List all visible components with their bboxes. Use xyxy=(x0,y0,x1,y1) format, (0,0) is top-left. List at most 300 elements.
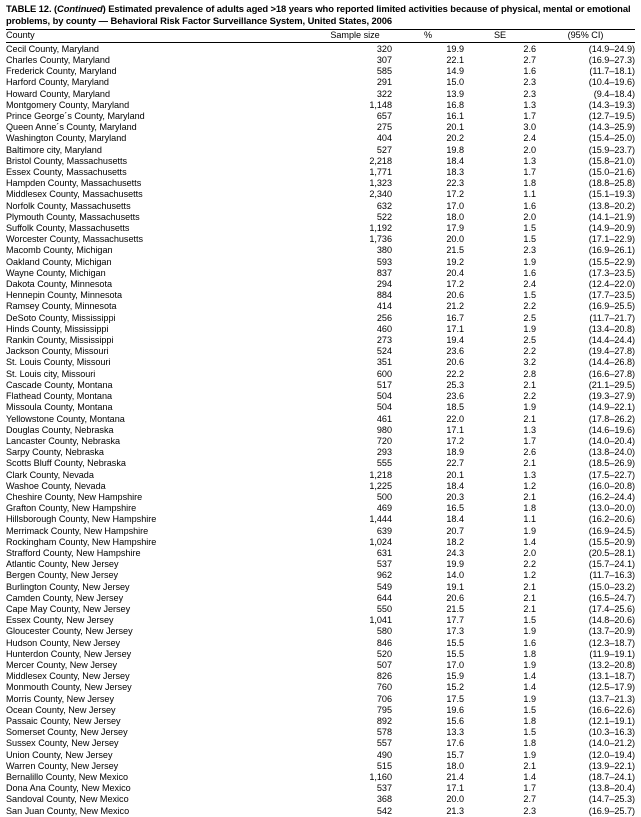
cell-percent: 21.5 xyxy=(446,245,464,256)
cell-county: Macomb County, Michigan xyxy=(6,245,113,256)
cell-sample-size: 1,225 xyxy=(369,480,392,491)
table-row xyxy=(6,335,635,346)
cell-confidence-interval: (14.4–26.8) xyxy=(588,357,635,368)
cell-se: 2.4 xyxy=(523,279,536,290)
cell-percent: 18.0 xyxy=(446,211,464,222)
table-row xyxy=(6,738,635,749)
cell-sample-size: 720 xyxy=(376,435,392,446)
cell-percent: 20.6 xyxy=(446,592,464,603)
table-row xyxy=(6,290,635,301)
table-row xyxy=(6,324,635,335)
cell-county: Essex County, New Jersey xyxy=(6,615,114,626)
cell-sample-size: 1,192 xyxy=(369,223,392,234)
cell-sample-size: 884 xyxy=(376,290,392,301)
cell-confidence-interval: (13.9–22.1) xyxy=(588,760,635,771)
cell-percent: 20.2 xyxy=(446,133,464,144)
cell-sample-size: 555 xyxy=(376,458,392,469)
table-row xyxy=(6,582,635,593)
cell-county: Montgomery County, Maryland xyxy=(6,99,130,110)
cell-county: Monmouth County, New Jersey xyxy=(6,682,132,693)
cell-sample-size: 542 xyxy=(376,805,392,816)
cell-confidence-interval: (13.7–20.9) xyxy=(588,626,635,637)
cell-se: 1.8 xyxy=(523,738,536,749)
cell-percent: 20.0 xyxy=(446,794,464,805)
cell-percent: 23.6 xyxy=(446,346,464,357)
cell-percent: 17.0 xyxy=(446,200,464,211)
cell-percent: 17.2 xyxy=(446,279,464,290)
cell-percent: 22.1 xyxy=(446,55,464,65)
cell-percent: 15.5 xyxy=(446,648,464,659)
cell-se: 1.8 xyxy=(523,715,536,726)
cell-se: 1.3 xyxy=(523,155,536,166)
table-row xyxy=(6,167,635,178)
table-row xyxy=(6,223,635,234)
cell-confidence-interval: (14.8–20.6) xyxy=(588,615,635,626)
table-row xyxy=(6,391,635,402)
cell-county: Camden County, New Jersey xyxy=(6,592,124,603)
cell-confidence-interval: (18.5–26.9) xyxy=(588,458,635,469)
table-row xyxy=(6,156,635,167)
cell-confidence-interval: (13.8–20.2) xyxy=(588,200,635,211)
cell-percent: 20.3 xyxy=(446,491,464,502)
cell-sample-size: 580 xyxy=(376,626,392,637)
cell-county: Baltimore city, Maryland xyxy=(6,144,102,155)
cell-county: Jackson County, Missouri xyxy=(6,346,109,357)
table-row xyxy=(6,638,635,649)
cell-confidence-interval: (15.7–24.1) xyxy=(588,559,635,570)
cell-confidence-interval: (15.9–23.7) xyxy=(588,144,635,155)
cell-sample-size: 461 xyxy=(376,413,392,424)
cell-percent: 21.2 xyxy=(446,301,464,312)
cell-county: Strafford County, New Hampshire xyxy=(6,547,141,558)
cell-sample-size: 557 xyxy=(376,738,392,749)
cell-percent: 18.9 xyxy=(446,447,464,458)
cell-confidence-interval: (14.3–19.3) xyxy=(588,99,635,110)
cell-sample-size: 1,148 xyxy=(369,99,392,110)
cell-percent: 21.4 xyxy=(446,772,464,782)
cell-percent: 17.1 xyxy=(446,424,464,435)
cell-confidence-interval: (16.9–25.5) xyxy=(588,301,635,312)
cell-county: Sussex County, New Jersey xyxy=(6,738,119,749)
cell-confidence-interval: (12.5–17.9) xyxy=(588,682,635,693)
cell-county: Sandoval County, New Mexico xyxy=(6,794,129,805)
cell-percent: 18.4 xyxy=(446,155,464,166)
cell-county: Hinds County, Mississippi xyxy=(6,323,109,334)
cell-confidence-interval: (11.7–16.3) xyxy=(589,570,635,581)
table-row xyxy=(6,201,635,212)
cell-confidence-interval: (15.0–21.6) xyxy=(588,167,635,178)
cell-se: 2.5 xyxy=(523,312,536,323)
table-row xyxy=(6,492,635,503)
cell-county: Ramsey County, Minnesota xyxy=(6,301,117,312)
cell-sample-size: 291 xyxy=(376,77,392,88)
cell-percent: 17.5 xyxy=(446,693,464,704)
cell-se: 1.9 xyxy=(523,693,536,704)
cell-percent: 18.4 xyxy=(446,514,464,525)
cell-se: 2.2 xyxy=(523,301,536,312)
table-row xyxy=(6,43,635,55)
table-row xyxy=(6,369,635,380)
cell-county: Missoula County, Montana xyxy=(6,402,113,413)
cell-percent: 17.1 xyxy=(446,323,464,334)
cell-confidence-interval: (14.1–21.9) xyxy=(588,211,635,222)
cell-confidence-interval: (15.5–20.9) xyxy=(588,536,635,547)
cell-county: Cape May County, New Jersey xyxy=(6,603,131,614)
cell-se: 1.7 xyxy=(523,167,536,178)
cell-sample-size: 578 xyxy=(376,727,392,738)
caption-continued-label: Continued xyxy=(57,3,103,14)
table-row xyxy=(6,503,635,514)
cell-sample-size: 657 xyxy=(376,111,392,122)
cell-confidence-interval: (17.3–23.5) xyxy=(588,267,635,278)
cell-percent: 20.6 xyxy=(446,290,464,301)
cell-se: 2.3 xyxy=(523,245,536,256)
cell-percent: 13.3 xyxy=(446,727,464,738)
cell-county: Cascade County, Montana xyxy=(6,379,113,390)
cell-county: Oakland County, Michigan xyxy=(6,256,112,267)
table-row xyxy=(6,794,635,805)
cell-county: Frederick County, Maryland xyxy=(6,66,117,77)
cell-county: Hunterdon County, New Jersey xyxy=(6,648,132,659)
cell-sample-size: 846 xyxy=(376,637,392,648)
table-row xyxy=(6,178,635,189)
cell-se: 2.2 xyxy=(523,559,536,570)
table-row xyxy=(6,89,635,100)
cell-sample-size: 706 xyxy=(376,693,392,704)
cell-percent: 13.9 xyxy=(446,88,464,99)
cell-se: 1.7 xyxy=(523,783,536,794)
cell-confidence-interval: (13.4–20.8) xyxy=(588,323,635,334)
table-row xyxy=(6,604,635,615)
cell-sample-size: 644 xyxy=(376,592,392,603)
cell-sample-size: 368 xyxy=(376,794,392,805)
cell-county: Essex County, Massachusetts xyxy=(6,167,127,178)
cell-county: Rankin County, Mississippi xyxy=(6,335,114,346)
cell-county: Worcester County, Massachusetts xyxy=(6,234,144,245)
cell-percent: 18.2 xyxy=(446,536,464,547)
cell-county: Dakota County, Minnesota xyxy=(6,279,113,290)
cell-confidence-interval: (10.4–19.6) xyxy=(588,77,635,88)
table-row xyxy=(6,212,635,223)
cell-confidence-interval: (12.4–22.0) xyxy=(588,279,635,290)
cell-se: 1.6 xyxy=(523,66,536,77)
table-row xyxy=(6,402,635,413)
table-row xyxy=(6,671,635,682)
cell-county: Atlantic County, New Jersey xyxy=(6,559,119,570)
table-row xyxy=(6,694,635,705)
cell-county: Hillsborough County, New Hampshire xyxy=(6,514,157,525)
cell-sample-size: 524 xyxy=(376,346,392,357)
cell-county: Bergen County, New Jersey xyxy=(6,570,119,581)
cell-percent: 14.9 xyxy=(446,66,464,77)
cell-percent: 17.0 xyxy=(446,659,464,670)
cell-confidence-interval: (17.1–22.9) xyxy=(588,234,635,245)
cell-confidence-interval: (16.2–20.6) xyxy=(588,514,635,525)
cell-se: 2.1 xyxy=(523,581,536,592)
cell-sample-size: 460 xyxy=(376,323,392,334)
cell-percent: 17.2 xyxy=(446,189,464,200)
cell-sample-size: 1,218 xyxy=(369,469,392,480)
cell-county: Middlesex County, Massachusetts xyxy=(6,189,143,200)
cell-county: Cecil County, Maryland xyxy=(6,43,99,54)
cell-confidence-interval: (11.9–19.1) xyxy=(589,648,635,659)
table-body xyxy=(6,43,635,817)
cell-se: 1.4 xyxy=(523,772,536,782)
cell-se: 1.5 xyxy=(523,727,536,738)
table-row xyxy=(6,559,635,570)
cell-percent: 22.7 xyxy=(446,458,464,469)
cell-county: Mercer County, New Jersey xyxy=(6,659,118,670)
cell-confidence-interval: (15.8–21.0) xyxy=(588,155,635,166)
table-row xyxy=(6,436,635,447)
cell-county: Scotts Bluff County, Nebraska xyxy=(6,458,126,469)
cell-confidence-interval: (16.9–24.5) xyxy=(588,525,635,536)
cell-percent: 25.3 xyxy=(446,379,464,390)
cell-sample-size: 1,041 xyxy=(369,615,392,626)
cell-sample-size: 537 xyxy=(376,783,392,794)
cell-county: Charles County, Maryland xyxy=(6,55,110,65)
cell-se: 1.7 xyxy=(523,435,536,446)
prevalence-table-body xyxy=(6,43,635,817)
cell-county: Yellowstone County, Montana xyxy=(6,413,125,424)
cell-confidence-interval: (14.9–24.9) xyxy=(588,43,635,54)
cell-confidence-interval: (19.3–27.9) xyxy=(588,391,635,402)
cell-percent: 18.0 xyxy=(446,760,464,771)
cell-county: Hampden County, Massachusetts xyxy=(6,178,142,189)
cell-county: Hennepin County, Minnesota xyxy=(6,290,123,301)
cell-percent: 22.2 xyxy=(446,368,464,379)
cell-percent: 15.7 xyxy=(446,749,464,760)
table-row xyxy=(6,705,635,716)
cell-county: Flathead County, Montana xyxy=(6,391,113,402)
cell-sample-size: 1,024 xyxy=(369,536,392,547)
cell-county: San Juan County, New Mexico xyxy=(6,805,130,816)
cell-se: 1.7 xyxy=(523,111,536,122)
cell-confidence-interval: (18.7–24.1) xyxy=(588,772,635,782)
cell-percent: 16.5 xyxy=(446,503,464,514)
cell-county: St. Louis city, Missouri xyxy=(6,368,96,379)
cell-sample-size: 600 xyxy=(376,368,392,379)
cell-sample-size: 537 xyxy=(376,559,392,570)
cell-sample-size: 2,340 xyxy=(369,189,392,200)
cell-se: 2.1 xyxy=(523,760,536,771)
cell-confidence-interval: (13.8–24.0) xyxy=(588,447,635,458)
cell-sample-size: 273 xyxy=(376,335,392,346)
column-header-se: SE xyxy=(493,30,507,41)
cell-sample-size: 490 xyxy=(376,749,392,760)
table-row xyxy=(6,279,635,290)
table-row xyxy=(6,806,635,817)
cell-percent: 19.4 xyxy=(446,335,464,346)
cell-percent: 16.8 xyxy=(446,99,464,110)
cell-confidence-interval: (17.8–26.2) xyxy=(588,413,635,424)
cell-confidence-interval: (13.2–20.8) xyxy=(588,659,635,670)
caption-suffix: ) Estimated prevalence of adults aged >18 years who reported limited activities because of physical, mental or emotional problems, by county — Behavioral Risk Factor Surveillance System, United States, 2006 xyxy=(6,3,631,27)
cell-county: Harford County, Maryland xyxy=(6,77,109,88)
cell-sample-size: 504 xyxy=(376,402,392,413)
cell-sample-size: 632 xyxy=(376,200,392,211)
cell-se: 2.1 xyxy=(523,458,536,469)
cell-percent: 18.5 xyxy=(446,402,464,413)
cell-se: 2.1 xyxy=(523,592,536,603)
cell-confidence-interval: (11.7–21.7) xyxy=(589,312,635,323)
column-header-percent: % xyxy=(423,30,433,41)
table-row xyxy=(6,761,635,772)
column-header-county: County xyxy=(6,30,35,41)
cell-confidence-interval: (14.0–20.4) xyxy=(588,435,635,446)
cell-se: 1.5 xyxy=(523,234,536,245)
table-row xyxy=(6,55,635,66)
cell-se: 2.1 xyxy=(523,379,536,390)
table-row xyxy=(6,425,635,436)
cell-se: 1.5 xyxy=(523,615,536,626)
cell-county: DeSoto County, Mississippi xyxy=(6,312,116,323)
table-row xyxy=(6,122,635,133)
cell-percent: 18.4 xyxy=(446,480,464,491)
cell-se: 2.5 xyxy=(523,335,536,346)
cell-percent: 19.2 xyxy=(446,256,464,267)
table-row xyxy=(6,111,635,122)
table-row xyxy=(6,570,635,581)
table-header xyxy=(6,30,635,41)
cell-percent: 19.8 xyxy=(446,144,464,155)
cell-county: Plymouth County, Massachusetts xyxy=(6,211,140,222)
cell-percent: 20.7 xyxy=(446,525,464,536)
cell-sample-size: 520 xyxy=(376,648,392,659)
cell-confidence-interval: (12.3–18.7) xyxy=(588,637,635,648)
cell-se: 1.9 xyxy=(523,323,536,334)
cell-sample-size: 404 xyxy=(376,133,392,144)
cell-sample-size: 593 xyxy=(376,256,392,267)
cell-sample-size: 294 xyxy=(376,279,392,290)
cell-confidence-interval: (16.6–27.8) xyxy=(588,368,635,379)
cell-confidence-interval: (19.4–27.8) xyxy=(588,346,635,357)
cell-se: 1.2 xyxy=(523,570,536,581)
cell-sample-size: 256 xyxy=(376,312,392,323)
cell-confidence-interval: (16.2–24.4) xyxy=(588,491,635,502)
cell-percent: 15.9 xyxy=(446,671,464,682)
table-row xyxy=(6,414,635,425)
cell-confidence-interval: (17.7–23.5) xyxy=(588,290,635,301)
cell-sample-size: 1,771 xyxy=(369,167,392,178)
cell-percent: 24.3 xyxy=(446,547,464,558)
cell-confidence-interval: (13.1–18.7) xyxy=(588,671,635,682)
cell-se: 2.0 xyxy=(523,144,536,155)
cell-confidence-interval: (16.9–25.7) xyxy=(588,805,635,816)
cell-percent: 20.4 xyxy=(446,267,464,278)
cell-se: 1.4 xyxy=(523,536,536,547)
cell-county: Washington County, Maryland xyxy=(6,133,127,144)
cell-percent: 20.1 xyxy=(446,122,464,133)
cell-county: Hudson County, New Jersey xyxy=(6,637,121,648)
cell-confidence-interval: (13.7–21.3) xyxy=(588,693,635,704)
cell-sample-size: 500 xyxy=(376,491,392,502)
cell-se: 2.1 xyxy=(523,603,536,614)
table-row xyxy=(6,626,635,637)
table-row xyxy=(6,615,635,626)
cell-confidence-interval: (21.1–29.5) xyxy=(588,379,635,390)
cell-county: Clark County, Nevada xyxy=(6,469,94,480)
cell-county: Sarpy County, Nebraska xyxy=(6,447,104,458)
table-row xyxy=(6,660,635,671)
cell-se: 1.4 xyxy=(523,682,536,693)
table-row xyxy=(6,145,635,156)
cell-se: 1.5 xyxy=(523,223,536,234)
cell-sample-size: 549 xyxy=(376,581,392,592)
cell-county: Wayne County, Michigan xyxy=(6,267,106,278)
cell-confidence-interval: (16.9–26.1) xyxy=(588,245,635,256)
cell-se: 1.9 xyxy=(523,525,536,536)
cell-sample-size: 1,160 xyxy=(369,772,392,782)
table-row xyxy=(6,649,635,660)
table-row xyxy=(6,783,635,794)
cell-se: 1.5 xyxy=(523,290,536,301)
cell-se: 1.1 xyxy=(523,189,536,200)
cell-county: Ocean County, New Jersey xyxy=(6,704,116,715)
table-row xyxy=(6,481,635,492)
table-row xyxy=(6,716,635,727)
cell-se: 2.6 xyxy=(523,447,536,458)
cell-confidence-interval: (14.3–25.9) xyxy=(588,122,635,133)
cell-se: 1.2 xyxy=(523,480,536,491)
cell-percent: 21.3 xyxy=(446,805,464,816)
column-header-confidence-interval: (95% CI) xyxy=(567,30,604,41)
cell-se: 2.0 xyxy=(523,211,536,222)
table-row xyxy=(6,100,635,111)
cell-se: 1.9 xyxy=(523,402,536,413)
cell-sample-size: 1,736 xyxy=(369,234,392,245)
cell-percent: 19.1 xyxy=(446,581,464,592)
cell-sample-size: 322 xyxy=(376,88,392,99)
cell-confidence-interval: (14.0–21.2) xyxy=(588,738,635,749)
cell-sample-size: 585 xyxy=(376,66,392,77)
cell-sample-size: 550 xyxy=(376,603,392,614)
cell-se: 1.3 xyxy=(523,469,536,480)
cell-sample-size: 522 xyxy=(376,211,392,222)
cell-county: Lancaster County, Nebraska xyxy=(6,435,121,446)
table-row xyxy=(6,357,635,368)
cell-confidence-interval: (12.1–19.1) xyxy=(588,715,635,726)
cell-confidence-interval: (15.0–23.2) xyxy=(588,581,635,592)
cell-percent: 17.7 xyxy=(446,615,464,626)
cell-percent: 20.0 xyxy=(446,234,464,245)
cell-percent: 17.6 xyxy=(446,738,464,749)
cell-confidence-interval: (15.4–25.0) xyxy=(588,133,635,144)
cell-confidence-interval: (12.7–19.5) xyxy=(588,111,635,122)
table-row xyxy=(6,77,635,88)
cell-county: Morris County, New Jersey xyxy=(6,693,114,704)
table-row xyxy=(6,380,635,391)
cell-county: Burlington County, New Jersey xyxy=(6,581,130,592)
cell-percent: 17.1 xyxy=(446,783,464,794)
cell-county: Warren County, New Jersey xyxy=(6,760,119,771)
cell-percent: 15.5 xyxy=(446,637,464,648)
cell-confidence-interval: (20.5–28.1) xyxy=(588,547,635,558)
cell-se: 1.8 xyxy=(523,503,536,514)
cell-sample-size: 469 xyxy=(376,503,392,514)
cell-percent: 17.3 xyxy=(446,626,464,637)
cell-county: Somerset County, New Jersey xyxy=(6,727,128,738)
table-row xyxy=(6,447,635,458)
cell-percent: 15.0 xyxy=(446,77,464,88)
cell-se: 1.6 xyxy=(523,200,536,211)
cell-percent: 23.6 xyxy=(446,391,464,402)
table-row xyxy=(6,189,635,200)
cell-se: 1.4 xyxy=(523,671,536,682)
cell-county: Bernalillo County, New Mexico xyxy=(6,772,129,782)
cell-sample-size: 962 xyxy=(376,570,392,581)
cell-sample-size: 507 xyxy=(376,659,392,670)
